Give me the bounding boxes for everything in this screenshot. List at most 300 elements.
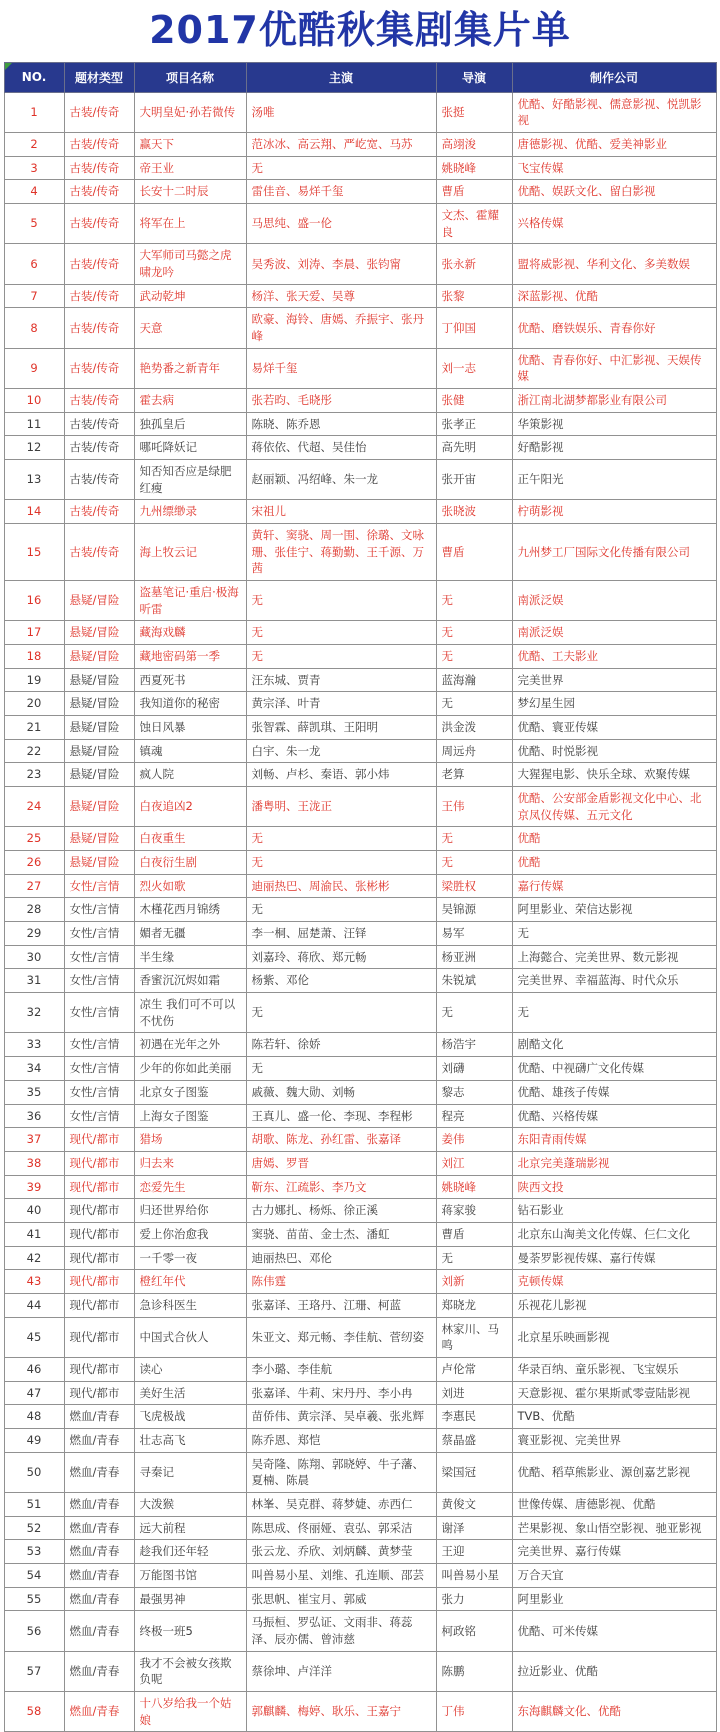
cell-title: 初遇在光年之外: [134, 1033, 246, 1057]
cell-cast: 陈乔恩、郑恺: [246, 1428, 436, 1452]
cell-director: 无: [436, 851, 512, 875]
cell-cast: 迪丽热巴、周渝民、张彬彬: [246, 874, 436, 898]
cell-director: 张挺: [436, 92, 512, 132]
table-row: [4, 581, 716, 621]
cell-company: 世像传媒、唐德影视、优酷: [512, 1492, 716, 1516]
cell-type: 古装/传奇: [64, 524, 134, 581]
cell-cast: 易烊千玺: [246, 348, 436, 388]
cell-type: 古装/传奇: [64, 389, 134, 413]
table-row: [4, 436, 716, 460]
cell-cast: 无: [246, 621, 436, 645]
cell-cast: 张思帆、崔宝月、郭威: [246, 1587, 436, 1611]
cell-title: 长安十二时辰: [134, 180, 246, 204]
cell-type: 悬疑/冒险: [64, 827, 134, 851]
cell-no: 25: [4, 827, 64, 851]
cell-cast: 张若昀、毛晓彤: [246, 389, 436, 413]
cell-cast: 雷佳音、易烊千玺: [246, 180, 436, 204]
cell-title: 赢天下: [134, 132, 246, 156]
cell-company: 优酷、兴格传媒: [512, 1104, 716, 1128]
cell-cast: 黄宗泽、叶青: [246, 692, 436, 716]
cell-director: 刘进: [436, 1381, 512, 1405]
cell-director: 姚晓峰: [436, 1175, 512, 1199]
cell-no: 2: [4, 132, 64, 156]
cell-director: 刘礴: [436, 1057, 512, 1081]
cell-type: 燃血/青春: [64, 1691, 134, 1731]
cell-title: 半生缘: [134, 945, 246, 969]
cell-type: 现代/都市: [64, 1246, 134, 1270]
cell-cast: 无: [246, 993, 436, 1033]
cell-cast: 汪东城、贾青: [246, 668, 436, 692]
cell-company: 优酷、公安部金盾影视文化中心、北京凤仪传媒、五元文化: [512, 787, 716, 827]
corner-triangle-icon: [5, 63, 12, 70]
cell-director: 张永新: [436, 244, 512, 284]
cell-type: 古装/传奇: [64, 460, 134, 500]
table-row: [4, 739, 716, 763]
cell-title: 大军师司马懿之虎啸龙吟: [134, 244, 246, 284]
cell-company: 好酷影视: [512, 436, 716, 460]
cell-title: 橙红年代: [134, 1270, 246, 1294]
cell-company: 完美世界、嘉行传媒: [512, 1540, 716, 1564]
cell-director: 曹盾: [436, 1222, 512, 1246]
cell-no: 26: [4, 851, 64, 875]
cell-company: 梦幻星生园: [512, 692, 716, 716]
cell-company: 优酷、时悦影视: [512, 739, 716, 763]
table-row: [4, 1492, 716, 1516]
cell-type: 悬疑/冒险: [64, 581, 134, 621]
cell-type: 燃血/青春: [64, 1563, 134, 1587]
cell-title: 上海女子图鉴: [134, 1104, 246, 1128]
cell-title: 将军在上: [134, 203, 246, 243]
cell-title: 白夜追凶2: [134, 787, 246, 827]
cell-no: 44: [4, 1293, 64, 1317]
cell-director: 陈鹏: [436, 1651, 512, 1691]
cell-company: 克顿传媒: [512, 1270, 716, 1294]
cell-no: 33: [4, 1033, 64, 1057]
cell-type: 悬疑/冒险: [64, 739, 134, 763]
cell-cast: 戚薇、魏大勋、刘畅: [246, 1080, 436, 1104]
cell-no: 45: [4, 1317, 64, 1357]
cell-director: 无: [436, 621, 512, 645]
cell-no: 3: [4, 156, 64, 180]
cell-no: 30: [4, 945, 64, 969]
cell-title: 万能图书馆: [134, 1563, 246, 1587]
cell-company: 兴格传媒: [512, 203, 716, 243]
cell-director: 张黎: [436, 284, 512, 308]
page-title: 2017优酷秋集剧集片单: [149, 8, 571, 52]
cell-cast: 欧豪、海铃、唐嫣、乔振宇、张丹峰: [246, 308, 436, 348]
cell-director: 丁仰国: [436, 308, 512, 348]
cell-title: 镇魂: [134, 739, 246, 763]
cell-company: 钻石影业: [512, 1199, 716, 1223]
cell-no: 52: [4, 1516, 64, 1540]
cell-title: 少年的你如此美丽: [134, 1057, 246, 1081]
cell-type: 悬疑/冒险: [64, 851, 134, 875]
cell-no: 29: [4, 922, 64, 946]
cell-company: 北京完美蓬瑞影视: [512, 1151, 716, 1175]
cell-no: 24: [4, 787, 64, 827]
table-row: [4, 645, 716, 669]
cell-company: 华策影视: [512, 412, 716, 436]
cell-director: 张晓波: [436, 500, 512, 524]
cell-no: 31: [4, 969, 64, 993]
cell-cast: 叫兽易小星、刘维、孔连顺、邵芸: [246, 1563, 436, 1587]
cell-director: 老算: [436, 763, 512, 787]
cell-company: 阿里影业: [512, 1587, 716, 1611]
cell-title: 一千零一夜: [134, 1246, 246, 1270]
cell-type: 古装/传奇: [64, 244, 134, 284]
cell-cast: 黄轩、窦骁、周一围、徐璐、文咏珊、张佳宁、蒋勤勤、王千源、万茜: [246, 524, 436, 581]
cell-no: 17: [4, 621, 64, 645]
cell-title: 艳势番之新青年: [134, 348, 246, 388]
cell-no: 38: [4, 1151, 64, 1175]
cell-director: 柯政铭: [436, 1611, 512, 1651]
table-row: [4, 945, 716, 969]
column-header-company: 制作公司: [512, 62, 716, 92]
cell-company: 嘉行传媒: [512, 874, 716, 898]
table-row: [4, 1057, 716, 1081]
cell-type: 女性/言情: [64, 969, 134, 993]
table-row: [4, 763, 716, 787]
cell-company: 浙江南北湖梦都影业有限公司: [512, 389, 716, 413]
cell-title: 趁我们还年轻: [134, 1540, 246, 1564]
cell-title: 疯人院: [134, 763, 246, 787]
cell-company: 寰亚影视、完美世界: [512, 1428, 716, 1452]
cell-type: 悬疑/冒险: [64, 668, 134, 692]
cell-title: 寻秦记: [134, 1452, 246, 1492]
cell-type: 悬疑/冒险: [64, 763, 134, 787]
cell-type: 女性/言情: [64, 922, 134, 946]
cell-title: 飞虎极战: [134, 1405, 246, 1429]
cell-director: 王伟: [436, 787, 512, 827]
cell-director: 郑晓龙: [436, 1293, 512, 1317]
cell-company: 芒果影视、象山悟空影视、驰亚影视: [512, 1516, 716, 1540]
cell-company: 北京东山淘美文化传媒、仨仁文化: [512, 1222, 716, 1246]
cell-cast: 汤唯: [246, 92, 436, 132]
cell-type: 女性/言情: [64, 1080, 134, 1104]
cell-company: 完美世界、幸福蓝海、时代众乐: [512, 969, 716, 993]
cell-title: 天意: [134, 308, 246, 348]
cell-company: 曼荼罗影视传媒、嘉行传媒: [512, 1246, 716, 1270]
cell-no: 22: [4, 739, 64, 763]
cell-company: 上海懿合、完美世界、数元影视: [512, 945, 716, 969]
table-row: [4, 1563, 716, 1587]
cell-title: 九州缥缈录: [134, 500, 246, 524]
cell-director: 周远舟: [436, 739, 512, 763]
cell-type: 现代/都市: [64, 1199, 134, 1223]
cell-company: 飞宝传媒: [512, 156, 716, 180]
cell-company: TVB、优酷: [512, 1405, 716, 1429]
cell-no: 8: [4, 308, 64, 348]
cell-title: 中国式合伙人: [134, 1317, 246, 1357]
cell-company: 无: [512, 993, 716, 1033]
table-row: [4, 1151, 716, 1175]
cell-director: 无: [436, 692, 512, 716]
table-row: [4, 180, 716, 204]
cell-no: 47: [4, 1381, 64, 1405]
cell-director: 杨浩宇: [436, 1033, 512, 1057]
cell-type: 古装/传奇: [64, 203, 134, 243]
table-row: [4, 244, 716, 284]
cell-company: 唐德影视、优酷、爱美神影业: [512, 132, 716, 156]
cell-title: 海上牧云记: [134, 524, 246, 581]
cell-cast: 吴秀波、刘涛、李晨、张钧甯: [246, 244, 436, 284]
cell-company: 大猩猩电影、快乐全球、欢聚传媒: [512, 763, 716, 787]
cell-company: 优酷、青春你好、中汇影视、天娱传媒: [512, 348, 716, 388]
cell-title: 霍去病: [134, 389, 246, 413]
cell-cast: 张智霖、薛凯琪、王阳明: [246, 716, 436, 740]
cell-title: 我知道你的秘密: [134, 692, 246, 716]
table-row: [4, 412, 716, 436]
cell-type: 悬疑/冒险: [64, 716, 134, 740]
cell-type: 悬疑/冒险: [64, 645, 134, 669]
cell-type: 现代/都市: [64, 1175, 134, 1199]
cell-no: 27: [4, 874, 64, 898]
cell-company: 天意影视、霍尔果斯贰零壹陆影视: [512, 1381, 716, 1405]
cell-type: 女性/言情: [64, 1057, 134, 1081]
cell-company: 优酷、稻草熊影业、源创嘉艺影视: [512, 1452, 716, 1492]
cell-type: 燃血/青春: [64, 1611, 134, 1651]
cell-no: 7: [4, 284, 64, 308]
cell-company: 优酷、娱跃文化、留白影视: [512, 180, 716, 204]
cell-no: 18: [4, 645, 64, 669]
cell-type: 悬疑/冒险: [64, 621, 134, 645]
cell-no: 19: [4, 668, 64, 692]
cell-cast: 无: [246, 645, 436, 669]
cell-title: 蚀日风暴: [134, 716, 246, 740]
cell-cast: 陈若轩、徐娇: [246, 1033, 436, 1057]
table-row: [4, 92, 716, 132]
cell-no: 5: [4, 203, 64, 243]
table-row: [4, 1611, 716, 1651]
cell-no: 39: [4, 1175, 64, 1199]
table-row: [4, 203, 716, 243]
cell-no: 14: [4, 500, 64, 524]
cell-no: 13: [4, 460, 64, 500]
cell-company: 优酷、中视礴广文化传媒: [512, 1057, 716, 1081]
cell-title: 武动乾坤: [134, 284, 246, 308]
cell-no: 50: [4, 1452, 64, 1492]
cell-no: 10: [4, 389, 64, 413]
cell-cast: 宋祖儿: [246, 500, 436, 524]
table-row: [4, 1222, 716, 1246]
cell-director: 刘江: [436, 1151, 512, 1175]
cell-company: 优酷: [512, 827, 716, 851]
cell-no: 57: [4, 1651, 64, 1691]
table-row: [4, 389, 716, 413]
cell-title: 北京女子图鉴: [134, 1080, 246, 1104]
table-row: [4, 1691, 716, 1731]
cell-cast: 李小璐、李佳航: [246, 1357, 436, 1381]
cell-no: 40: [4, 1199, 64, 1223]
cell-cast: 郭麒麟、梅婷、耿乐、王嘉宁: [246, 1691, 436, 1731]
cell-no: 35: [4, 1080, 64, 1104]
cell-no: 15: [4, 524, 64, 581]
cell-director: 张力: [436, 1587, 512, 1611]
cell-cast: 张云龙、乔欣、刘炳麟、黄梦莹: [246, 1540, 436, 1564]
cell-cast: 王真儿、盛一伦、李现、李程彬: [246, 1104, 436, 1128]
cell-director: 梁国冠: [436, 1452, 512, 1492]
cell-cast: 潘粤明、王泷正: [246, 787, 436, 827]
cell-director: 王迎: [436, 1540, 512, 1564]
cell-title: 白夜衍生剧: [134, 851, 246, 875]
table-row: [4, 1651, 716, 1691]
cell-no: 42: [4, 1246, 64, 1270]
cell-cast: 陈思成、佟丽娅、袁弘、郭采洁: [246, 1516, 436, 1540]
cell-director: 叫兽易小星: [436, 1563, 512, 1587]
cell-title: 木槿花西月锦绣: [134, 898, 246, 922]
cell-no: 6: [4, 244, 64, 284]
table-row: [4, 1293, 716, 1317]
cell-company: 剧酷文化: [512, 1033, 716, 1057]
cell-cast: 蒋依依、代超、吴佳怡: [246, 436, 436, 460]
cell-title: 哪吒降妖记: [134, 436, 246, 460]
cell-cast: 范冰冰、高云翔、严屹宽、马苏: [246, 132, 436, 156]
cell-cast: 吴奇隆、陈翔、郭晓婷、牛子藩、夏楠、陈晨: [246, 1452, 436, 1492]
cell-no: 53: [4, 1540, 64, 1564]
cell-title: 壮志高飞: [134, 1428, 246, 1452]
table-row: [4, 284, 716, 308]
cell-director: 朱锐斌: [436, 969, 512, 993]
cell-title: 远大前程: [134, 1516, 246, 1540]
table-row: [4, 1104, 716, 1128]
cell-no: 48: [4, 1405, 64, 1429]
cell-director: 无: [436, 581, 512, 621]
cell-no: 55: [4, 1587, 64, 1611]
cell-title: 大泼猴: [134, 1492, 246, 1516]
cell-no: 28: [4, 898, 64, 922]
cell-company: 柠萌影视: [512, 500, 716, 524]
cell-director: 蒋家骏: [436, 1199, 512, 1223]
cell-type: 女性/言情: [64, 993, 134, 1033]
table-row: [4, 787, 716, 827]
cell-company: 华录百纳、童乐影视、飞宝娱乐: [512, 1357, 716, 1381]
cell-title: 白夜重生: [134, 827, 246, 851]
cell-type: 燃血/青春: [64, 1452, 134, 1492]
cell-no: 43: [4, 1270, 64, 1294]
cell-company: 南派泛娱: [512, 621, 716, 645]
cell-cast: 朱亚文、郑元畅、李佳航、菅纫姿: [246, 1317, 436, 1357]
table-row: [4, 500, 716, 524]
column-header-no: NO.: [4, 62, 64, 92]
table-row: [4, 1405, 716, 1429]
cell-type: 女性/言情: [64, 1104, 134, 1128]
cell-title: 我才不会被女孩欺负呢: [134, 1651, 246, 1691]
table-row: [4, 922, 716, 946]
cell-company: 乐视花儿影视: [512, 1293, 716, 1317]
cell-cast: 马思纯、盛一伦: [246, 203, 436, 243]
cell-director: 李惠民: [436, 1405, 512, 1429]
cell-cast: 无: [246, 898, 436, 922]
cell-company: 优酷、磨铁娱乐、青春你好: [512, 308, 716, 348]
cell-director: 文杰、霍耀良: [436, 203, 512, 243]
table-row: [4, 827, 716, 851]
table-row: [4, 460, 716, 500]
cell-no: 46: [4, 1357, 64, 1381]
cell-title: 急诊科医生: [134, 1293, 246, 1317]
cell-company: 东海麒麟文化、优酷: [512, 1691, 716, 1731]
cell-title: 香蜜沉沉烬如霜: [134, 969, 246, 993]
cell-title: 媚者无疆: [134, 922, 246, 946]
cell-no: 12: [4, 436, 64, 460]
cell-no: 34: [4, 1057, 64, 1081]
cell-director: 无: [436, 827, 512, 851]
table-row: [4, 1199, 716, 1223]
cell-director: 刘一志: [436, 348, 512, 388]
cell-cast: 马振桓、罗弘证、文雨非、蒋蕊泽、辰亦儒、曾沛慈: [246, 1611, 436, 1651]
column-header-type: 题材类型: [64, 62, 134, 92]
cell-cast: 蔡徐坤、卢洋洋: [246, 1651, 436, 1691]
cell-company: 正午阳光: [512, 460, 716, 500]
table-row: [4, 874, 716, 898]
cell-cast: 窦骁、苗苗、金士杰、潘虹: [246, 1222, 436, 1246]
cell-company: 无: [512, 922, 716, 946]
cell-cast: 无: [246, 1057, 436, 1081]
cell-no: 20: [4, 692, 64, 716]
table-row: [4, 1357, 716, 1381]
cell-director: 无: [436, 993, 512, 1033]
cell-title: 大明皇妃·孙若微传: [134, 92, 246, 132]
cell-no: 54: [4, 1563, 64, 1587]
cell-company: 完美世界: [512, 668, 716, 692]
cell-director: 曹盾: [436, 180, 512, 204]
cell-company: 优酷、好酷影视、儒意影视、悦凯影视: [512, 92, 716, 132]
table-row: [4, 993, 716, 1033]
table-row: [4, 1128, 716, 1152]
cell-no: 16: [4, 581, 64, 621]
cell-type: 古装/传奇: [64, 180, 134, 204]
cell-cast: 张嘉译、王珞丹、江珊、柯蓝: [246, 1293, 436, 1317]
cell-director: 张健: [436, 389, 512, 413]
cell-title: 藏海戏麟: [134, 621, 246, 645]
table-row: [4, 1516, 716, 1540]
cell-type: 燃血/青春: [64, 1492, 134, 1516]
cell-director: 张孝正: [436, 412, 512, 436]
cell-type: 燃血/青春: [64, 1516, 134, 1540]
cell-type: 燃血/青春: [64, 1587, 134, 1611]
cell-no: 37: [4, 1128, 64, 1152]
cell-type: 现代/都市: [64, 1381, 134, 1405]
cell-company: 拉近影业、优酷: [512, 1651, 716, 1691]
cell-no: 49: [4, 1428, 64, 1452]
cell-company: 优酷、可米传媒: [512, 1611, 716, 1651]
cell-director: 杨亚洲: [436, 945, 512, 969]
table-row: [4, 692, 716, 716]
cell-no: 23: [4, 763, 64, 787]
cell-no: 21: [4, 716, 64, 740]
cell-director: 梁胜权: [436, 874, 512, 898]
cell-cast: 古力娜扎、杨烁、徐正溪: [246, 1199, 436, 1223]
cell-cast: 林峯、吴克群、蒋梦婕、赤西仁: [246, 1492, 436, 1516]
cell-cast: 刘嘉玲、蒋欣、郑元畅: [246, 945, 436, 969]
table-row: [4, 1080, 716, 1104]
cell-cast: 迪丽热巴、邓伦: [246, 1246, 436, 1270]
cell-director: 易军: [436, 922, 512, 946]
cell-company: 优酷: [512, 851, 716, 875]
cell-title: 猎场: [134, 1128, 246, 1152]
cell-type: 古装/传奇: [64, 308, 134, 348]
cell-cast: 苗侨伟、黄宗泽、吴卓羲、张兆辉: [246, 1405, 436, 1429]
cell-title: 终极一班5: [134, 1611, 246, 1651]
cell-title: 藏地密码第一季: [134, 645, 246, 669]
cell-cast: 无: [246, 827, 436, 851]
cell-type: 现代/都市: [64, 1128, 134, 1152]
cell-director: 黎志: [436, 1080, 512, 1104]
table-row: [4, 132, 716, 156]
cell-cast: 无: [246, 851, 436, 875]
table-row: [4, 1246, 716, 1270]
cell-director: 刘新: [436, 1270, 512, 1294]
cell-company: 盟将威影视、华利文化、多美数娱: [512, 244, 716, 284]
